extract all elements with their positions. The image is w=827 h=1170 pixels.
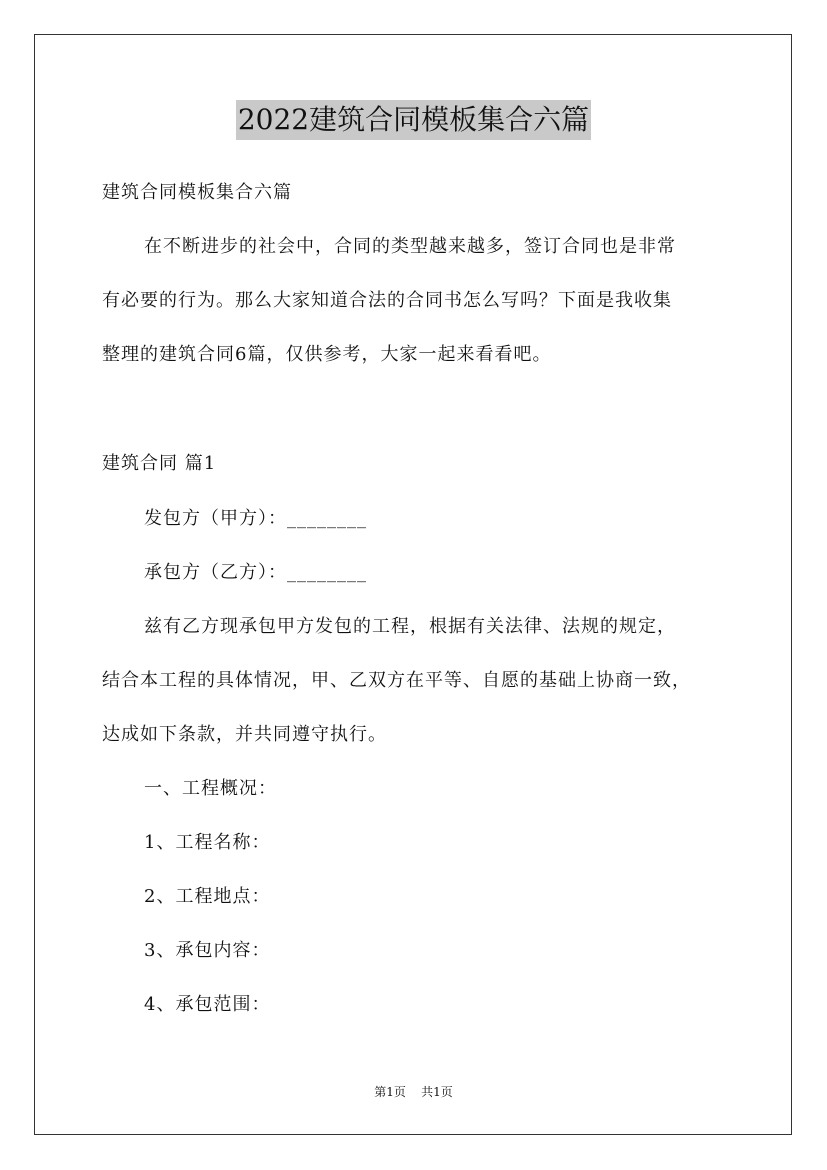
intro-line-1: 在不断进步的社会中，合同的类型越来越多，签订合同也是非常 [144, 236, 676, 257]
party-a-line: 发包方（甲方）：________ [144, 508, 367, 529]
preamble-line-1: 兹有乙方现承包甲方发包的工程，根据有关法律、法规的规定， [144, 616, 676, 637]
page-total: 共1页 [421, 1085, 453, 1099]
section-heading: 建筑合同 篇1 [102, 453, 217, 474]
list-item: 1、工程名称： [144, 832, 271, 853]
title-container [0, 100, 827, 140]
party-b-line: 承包方（乙方）：________ [144, 562, 367, 583]
preamble-line-3: 达成如下条款，并共同遵守执行。 [102, 724, 387, 745]
preamble-line-2: 结合本工程的具体情况，甲、乙双方在平等、自愿的基础上协商一致， [102, 670, 691, 691]
document-subtitle: 建筑合同模板集合六篇 [102, 182, 292, 203]
intro-line-3: 整理的建筑合同6篇，仅供参考，大家一起来看看吧。 [102, 344, 552, 365]
list-item: 3、承包内容： [144, 940, 271, 961]
article-heading: 一、工程概况： [144, 778, 277, 799]
intro-line-2: 有必要的行为。那么大家知道合法的合同书怎么写吗？下面是我收集 [102, 290, 672, 311]
page-number: 第1页 [374, 1085, 406, 1099]
page-footer [0, 1083, 827, 1101]
list-item: 4、承包范围： [144, 994, 271, 1015]
list-item: 2、工程地点： [144, 886, 271, 907]
document-title: 2022建筑合同模板集合六篇 [236, 100, 591, 140]
